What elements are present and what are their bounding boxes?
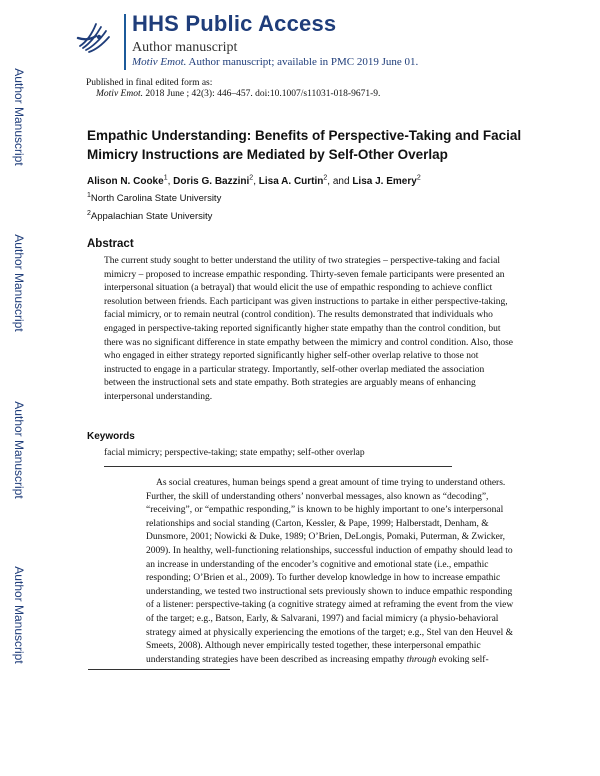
availability-journal: Motiv Emot. xyxy=(132,56,187,68)
abstract-heading: Abstract xyxy=(87,238,134,250)
authors-line xyxy=(87,176,421,187)
availability-text: Author manuscript; available in PMC 2019 June 01. xyxy=(186,56,419,68)
author-affiliation-mark: 2 xyxy=(249,174,254,182)
header-divider xyxy=(124,14,126,70)
citation xyxy=(96,89,380,99)
sidebar-label-1: Author Manuscript xyxy=(12,68,26,166)
author-affiliation-mark: 1 xyxy=(163,174,168,182)
body-paragraph: As social creatures, human beings spend a great amount of time trying to understand others. Further, the skill of understanding others’ nonverbal messages, also known as “decoding”, “receiving”, or “empathic responding,” is known to be highly important to one’s interpersonal relationships and social standing (Carton, Kessler, & Pape, 1999; Halberstadt, Denham, & Dunsmore, 2001; Nowicki & Duke, 1989; O’Brien, DeLongis, Pomaki, Puterman, & Zwicker, 2009). In healthy, well-functioning relationships, successful induction of empathy should lead to an increase in understanding of the encoder’s cognitive and emotional state (i.e., empathic responding; O’Brien et al., 2009). To further develop knowledge in how to increase empathic understanding, we tested two instructional sets previously shown to induce empathic responding of a listener: perspective-taking (a cognitive strategy aimed at reframing the event from the view of the target; e.g., Batson, Early, & Salvarani, 1997) and facial mimicry (a physio-behavioral strategy aimed at physically experiencing the emotions of the target; e.g., Stel van den Heuvel & Smeets, 2008). Although never empirically tested together, these interpersonal empathic understanding strategies have been described as increasing empathy through evoking self- xyxy=(146,478,514,665)
paper-title: Empathic Understanding: Benefits of Perspective-Taking and Facial Mimicry Instructions are Mediated by Self-Other Overlap xyxy=(87,128,522,162)
author-separator: , and xyxy=(327,176,353,187)
sidebar-label-3: Author Manuscript xyxy=(12,401,26,499)
section-divider xyxy=(104,466,452,467)
sidebar-label-2: Author Manuscript xyxy=(12,234,26,332)
author-affiliation-mark: 2 xyxy=(416,174,421,182)
footnote-divider xyxy=(88,669,230,670)
citation-details: 2018 June ; 42(3): 446–457. doi:10.1007/s11031-018-9671-9. xyxy=(142,89,381,99)
citation-journal: Motiv Emot. xyxy=(96,89,143,99)
abstract-body: The current study sought to better understand the utility of two strategies – perspective-taking and facial mimicry – proposed to increase empathic responding. Thirty-seven female participants were presented an interpersonal situation (a betrayal) that would elicit the use of empathic responding to achieve conflict resolution between friends. Each participant was given instructions to partake in either perspective-taking, facial mimicry, or to remain neutral (control condition). The results demonstrated that individuals who engaged in perspective-taking reported significantly higher state empathy than the control condition, but there was no significant difference in state empathy between the mimicry and control condition. Also, those who engaged in either strategy reported significantly higher self-other overlap relative to those not instructed to engage in a particular strategy. Importantly, self-other overlap mediated the association between the instructional sets and state empathy. Both strategies are arguably means of enhancing interpersonal understanding. xyxy=(104,256,514,402)
affiliation-2: $^2$Appalachian State University xyxy=(87,209,213,222)
author-manuscript-label: Author manuscript xyxy=(132,40,238,55)
author-affiliation-mark: 2 xyxy=(323,174,328,182)
hhs-public-access-title: HHS Public Access xyxy=(132,11,337,36)
author-name: Lisa J. Emery xyxy=(352,176,417,187)
sidebar-label-4: Author Manuscript xyxy=(12,566,26,664)
affiliation-1: $^1$North Carolina State University xyxy=(87,191,222,204)
body-italic-word: through xyxy=(406,654,437,665)
author-name: Alison N. Cooke xyxy=(87,176,164,187)
published-label: Published in final edited form as: xyxy=(86,78,213,88)
hhs-eagle-logo-icon xyxy=(74,16,114,56)
author-name: Lisa A. Curtin xyxy=(258,176,324,187)
author-name: Doris G. Bazzini xyxy=(173,176,250,187)
keywords-heading: Keywords xyxy=(87,431,135,442)
author-separator: , xyxy=(167,176,174,187)
availability-line xyxy=(132,56,418,68)
author-separator: , xyxy=(253,176,259,187)
keywords-text: facial mimicry; perspective-taking; state empathy; self-other overlap xyxy=(104,448,365,458)
